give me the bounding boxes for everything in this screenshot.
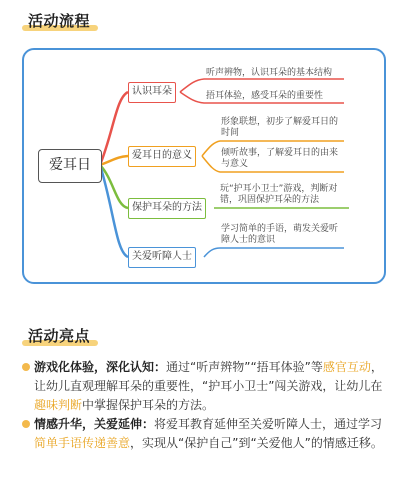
branch-protect-ears: 保护耳朵的方法 — [128, 198, 206, 219]
highlight-emphasis: 感官互动 — [322, 360, 371, 374]
highlight-lead: 游戏化体验，深化认知： — [34, 360, 167, 374]
leaf-3-1: 玩“护耳小卫士”游戏，判断对错，巩固保护耳朵的方法 — [220, 184, 338, 205]
highlight-text: 中掌握保护耳朵的方法。 — [82, 398, 215, 412]
leaf-1-2: 捂耳体验，感受耳朵的重要性 — [206, 91, 324, 101]
branch-recognize-ears: 认识耳朵 — [128, 82, 176, 103]
highlight-text: ，实现从“保护自己”到“关爱他人”的情感迁移。 — [130, 436, 383, 450]
highlight-text: 将爱耳教育延伸至关爱听障人士，通过学习 — [154, 417, 383, 431]
branch-ear-day-meaning: 爱耳日的意义 — [128, 146, 196, 167]
bullet-dot — [22, 420, 30, 428]
connector-leaf-4-1 — [204, 248, 344, 257]
highlight-emphasis: 简单手语传递善意 — [34, 436, 131, 450]
leaf-1-1: 听声辨物，认识耳朵的基本结构 — [206, 68, 333, 78]
highlight-item-1 — [22, 358, 384, 415]
highlight-emphasis: 趣味判断 — [34, 398, 83, 412]
bullet-dot — [22, 363, 30, 371]
connector-branch-2 — [100, 156, 128, 165]
section-title-process: 活动流程 — [28, 12, 91, 30]
highlight-item-2 — [22, 415, 384, 453]
highlights-list — [22, 358, 384, 453]
leaf-4-1: 学习简单的手语，萌发关爱听障人士的意识 — [221, 224, 339, 245]
leaf-2-2: 倾听故事，了解爱耳日的由来与意义 — [221, 148, 339, 169]
highlight-text: 通过“听声辨物”“捂耳体验”等 — [166, 360, 323, 374]
highlight-text: ，让幼儿直观理解耳朵的重要性，“护耳小卫士”闯关游戏，让幼儿在 — [34, 360, 383, 393]
connector-branch-1 — [100, 92, 128, 165]
mindmap-root: 爱耳日 — [38, 149, 102, 183]
leaf-2-1: 形象联想，初步了解爱耳日的时间 — [221, 117, 339, 138]
connector-branch-4 — [100, 165, 128, 257]
connector-branch-3 — [100, 165, 128, 208]
branch-care-hearing-impaired: 关爱听障人士 — [128, 247, 196, 268]
highlight-lead: 情感升华，关爱延伸： — [34, 417, 155, 431]
mindmap-frame — [22, 48, 386, 284]
section-title-highlights: 活动亮点 — [28, 327, 91, 345]
